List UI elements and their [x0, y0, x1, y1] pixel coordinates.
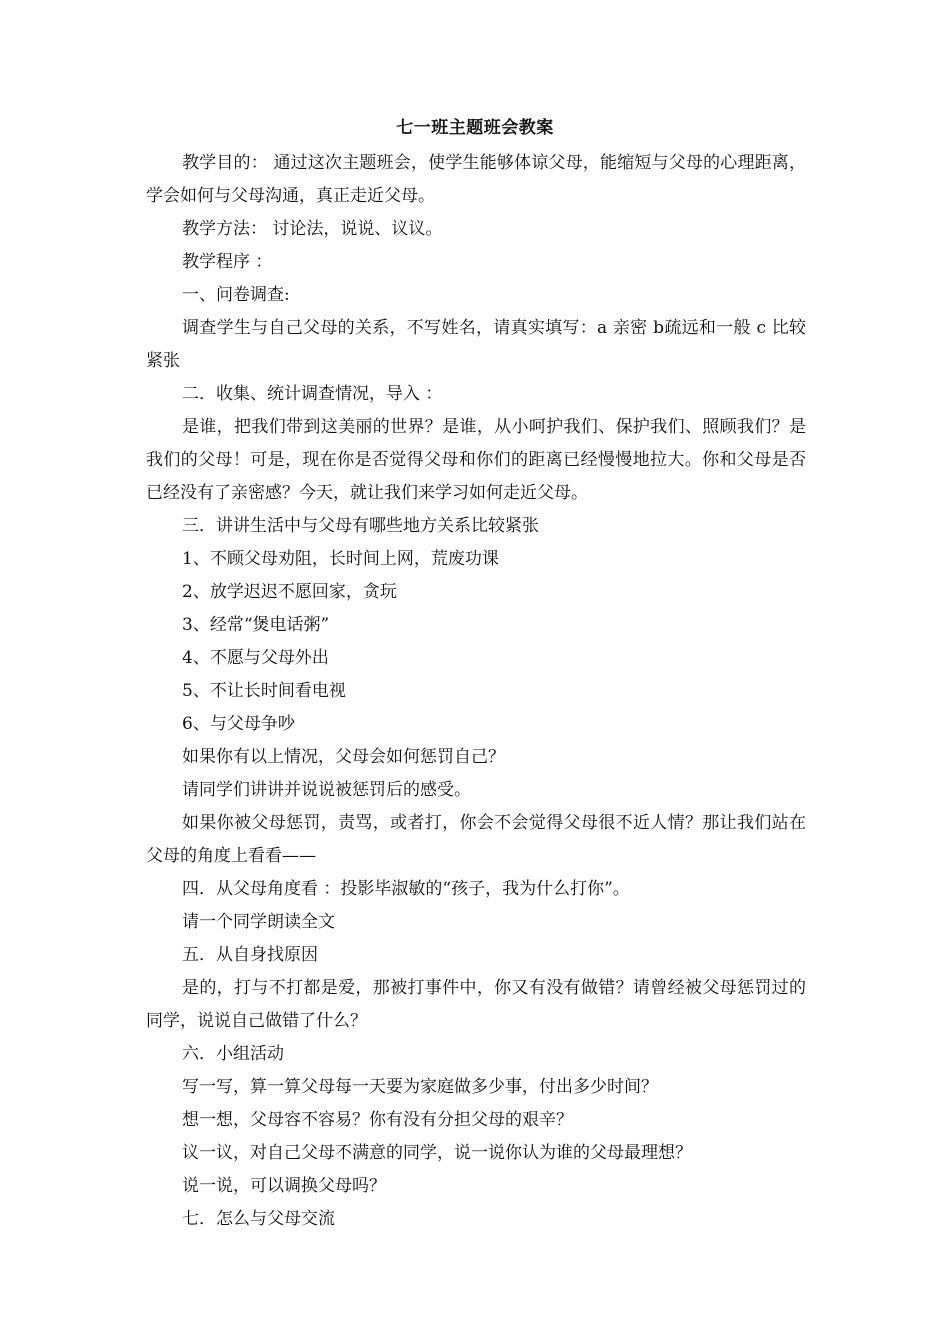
section-heading-5: 五．从自身找原因 — [182, 945, 318, 965]
section-heading-1: 一、问卷调查: — [182, 285, 290, 305]
activity-item: 想一想，父母容不容易？你有没有分担父母的艰辛？ — [182, 1110, 573, 1130]
section-heading-4: 四．从父母角度看 ：投影毕淑敏的“孩子，我为什么打你”。 — [182, 879, 630, 899]
paragraph-question: 如果你有以上情况，父母会如何惩罚自己？ — [182, 747, 505, 767]
document-title: 七一班主题班会教案 — [396, 118, 554, 138]
paragraph-reading: 请一个同学朗读全文 — [182, 912, 335, 932]
paragraph-teaching-goal: 教学目的： 通过这次主题班会，使学生能够体谅父母，能缩短与父母的心理距离，学会如何与父母沟通，真正走近父母。 — [146, 153, 806, 206]
list-item: 4、不愿与父母外出 — [182, 648, 329, 668]
section-heading-2: 二．收集、统计调查情况，导入 ： — [182, 384, 443, 404]
activity-item: 议一议，对自己父母不满意的同学，说一说你认为谁的父母最理想？ — [182, 1143, 692, 1163]
activity-item: 说一说，可以调换父母吗？ — [182, 1176, 386, 1196]
list-item: 6、与父母争吵 — [182, 714, 295, 734]
paragraph-discussion: 请同学们讲讲并说说被惩罚后的感受。 — [182, 780, 471, 800]
list-item: 2、放学迟迟不愿回家，贪玩 — [182, 582, 397, 602]
paragraph-survey: 调查学生与自己父母的关系，不写姓名，请真实填写：a 亲密 b疏远和一般 c 比较紧张 — [146, 318, 806, 371]
section-heading-3: 三．讲讲生活中与父母有哪些地方关系比较紧张 — [182, 516, 539, 536]
paragraph-self-reflection: 是的，打与不打都是爱，那被打事件中，你又有没有做错？请曾经被父母惩罚过的同学，说说自己做错了什么？ — [146, 978, 806, 1031]
paragraph-teaching-procedure: 教学程序 ： — [182, 252, 273, 272]
section-heading-6: 六．小组活动 — [182, 1044, 284, 1064]
paragraph-intro: 是谁，把我们带到这美丽的世界？是谁，从小呵护我们、保护我们、照顾我们？是我们的父母！可是，现在你是否觉得父母和你们的距离已经慢慢地拉大。你和父母是否已经没有了亲密感？今天，就让我们来学习如何走近父母。 — [146, 417, 806, 503]
section-heading-7: 七．怎么与父母交流 — [182, 1209, 335, 1229]
paragraph-teaching-method: 教学方法： 讨论法，说说、议议。 — [182, 219, 443, 239]
activity-item: 写一写，算一算父母每一天要为家庭做多少事，付出多少时间？ — [182, 1077, 658, 1097]
list-item: 5、不让长时间看电视 — [182, 681, 346, 701]
list-item: 3、经常“煲电话粥” — [182, 615, 330, 635]
document-body — [146, 147, 806, 1236]
list-item: 1、不顾父母劝阻，长时间上网，荒废功课 — [182, 549, 499, 569]
paragraph-reflection: 如果你被父母惩罚，责骂，或者打，你会不会觉得父母很不近人情？那让我们站在父母的角度上看看—— — [146, 813, 806, 866]
